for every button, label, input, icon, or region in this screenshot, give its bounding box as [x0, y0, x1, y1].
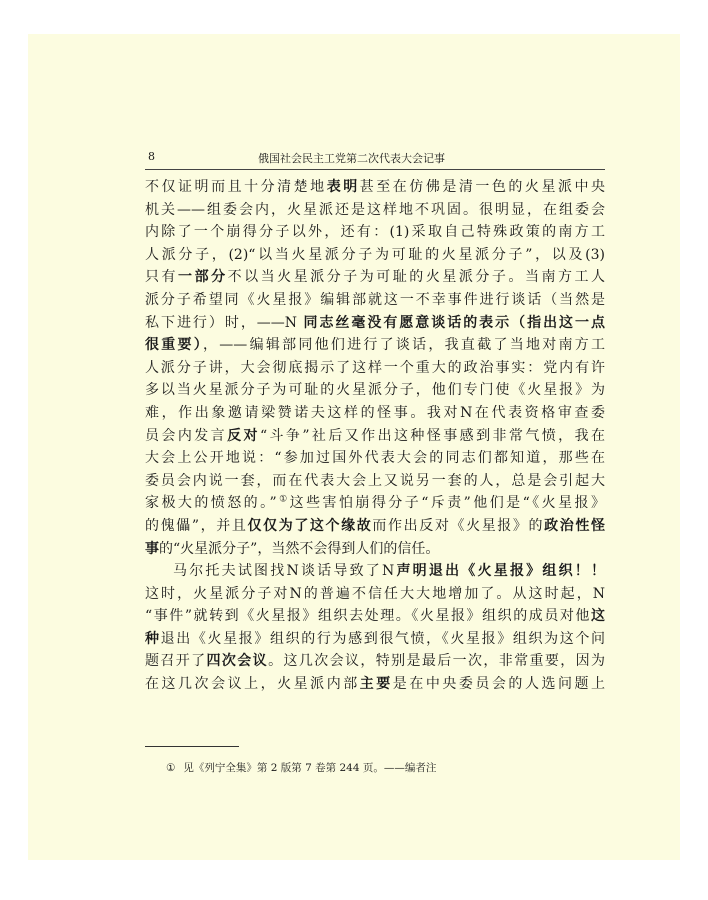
text-segment: 机关——组委会内，火星派还是这样地不巩固。很明显，在组委会 [145, 201, 605, 218]
text-line [145, 605, 605, 628]
emphasized-text: 表明 [326, 179, 360, 195]
text-line [145, 244, 605, 267]
text-segment: 员会内发言 [145, 427, 228, 444]
text-segment: 内除了一个崩得分子以外，还有：(1)采取自己特殊政策的南方工 [145, 224, 605, 241]
text-segment: 难，作出象邀请梁赞诺夫这样的怪事。我对N在代表资格审查委 [145, 404, 605, 421]
text-line [145, 650, 605, 673]
text-segment: 大会上公开地说：“参加过国外代表大会的同志们都知道，那些在 [145, 450, 605, 467]
text-line [145, 515, 605, 538]
text-line [145, 357, 605, 380]
text-segment: 。这几次会议，特别是最后一次，非常重要，因为 [268, 653, 605, 670]
footnote [166, 760, 436, 775]
emphasized-text: 仅仅为了这个缘故 [247, 517, 373, 534]
emphasized-text: 很重要） [145, 337, 204, 354]
footnote-reference: ① [276, 494, 290, 505]
text-segment: 人派分子讲，大会彻底揭示了这样一个重大的政治事实：党内有许 [145, 359, 605, 376]
text-line [145, 673, 605, 696]
text-segment: 委员会内说一套，而在代表大会上又说另一套的人，总是会引起大 [145, 472, 605, 489]
text-line [145, 447, 605, 470]
footnote-text: 见《列宁全集》第 2 版第 7 卷第 244 页。——编者注 [183, 762, 437, 774]
text-segment: 这时，火星派分子对N的普遍不信任大大地增加了。从这时起，N [145, 585, 605, 602]
footnote-marker: ① [166, 762, 176, 774]
text-segment: 在这几次会议上，火星派内部 [145, 676, 360, 693]
text-segment: 的“火星派分子”，当然不会得到人们的信任。 [159, 540, 440, 557]
page-number: 8 [148, 150, 155, 163]
emphasized-text: 这 [591, 608, 605, 625]
emphasized-text: 政治性怪 [544, 517, 605, 534]
text-line [145, 176, 605, 199]
book-page [28, 34, 680, 860]
text-segment: 私下进行）时，——N [145, 314, 304, 331]
text-segment: 家极大的愤怒的。” [145, 495, 277, 512]
emphasized-text: 声明退出《火星报》组织！！ [394, 563, 605, 580]
running-title: 俄国社会民主工党第二次代表大会记事 [258, 152, 445, 165]
text-line [145, 221, 605, 244]
emphasized-text: 同志丝毫没有愿意谈话的表示（指出这一点 [303, 314, 605, 331]
emphasized-text: 主要 [359, 676, 393, 693]
text-segment: 这些害怕崩得分子“斥责”他们是“《火星报》 [289, 495, 605, 512]
emphasized-text: 四次会议 [206, 653, 269, 670]
page-header [28, 150, 680, 166]
text-segment: 是在中央委员会的人选问题上 [392, 676, 605, 693]
text-segment: 甚至在仿佛是清一色的火星派中央 [359, 179, 605, 195]
text-segment: 人派分子，(2)“以当火星派分子为可耻的火星派分子”，以及(3) [145, 246, 605, 263]
emphasized-text: 一部分 [178, 269, 228, 286]
text-line [145, 402, 605, 425]
text-segment: 的傀儡”，并且 [145, 517, 248, 534]
text-line [145, 334, 605, 357]
text-segment: 派分子希望同《火星报》编辑部就这一不幸事件进行谈话（当然是 [145, 291, 605, 308]
text-segment: “斗争”社后又作出这种怪事感到非常气愤，我在 [259, 427, 605, 444]
text-segment: 多以当火星派分子为可耻的火星派分子，他们专门使《火星报》为 [145, 382, 605, 399]
text-line [145, 560, 605, 583]
text-segment: 不仅证明而且十分清楚地 [145, 179, 327, 195]
text-line [145, 312, 605, 335]
text-line [145, 289, 605, 312]
text-line [145, 538, 605, 561]
text-line [145, 492, 605, 515]
footnote-rule [145, 746, 239, 747]
header-rule [145, 169, 605, 170]
text-segment: 而作出反对《火星报》的 [372, 517, 545, 534]
emphasized-text: 种 [145, 630, 161, 647]
text-segment: 只有 [145, 269, 179, 286]
text-line [145, 470, 605, 493]
text-segment: 题召开了 [145, 653, 207, 670]
text-segment: ，——编辑部同他们进行了谈话，我直截了当地对南方工 [203, 337, 605, 354]
text-line [145, 379, 605, 402]
text-line [145, 199, 605, 222]
body-text [145, 176, 605, 696]
text-segment: “事件”就转到《火星报》组织去处理。《火星报》组织的成员对他 [145, 608, 591, 625]
text-segment: 不以当火星派分子为可耻的火星派分子。当南方工人 [227, 269, 605, 286]
text-line [145, 583, 605, 606]
text-segment: 退出《火星报》组织的行为感到很气愤，《火星报》组织为这个问 [160, 630, 605, 647]
text-segment: 马尔托夫试图找N谈话导致了N [173, 563, 395, 580]
emphasized-text: 反对 [227, 427, 260, 444]
text-line [145, 628, 605, 651]
emphasized-text: 事 [145, 540, 159, 557]
text-line [145, 266, 605, 289]
text-line [145, 425, 605, 448]
